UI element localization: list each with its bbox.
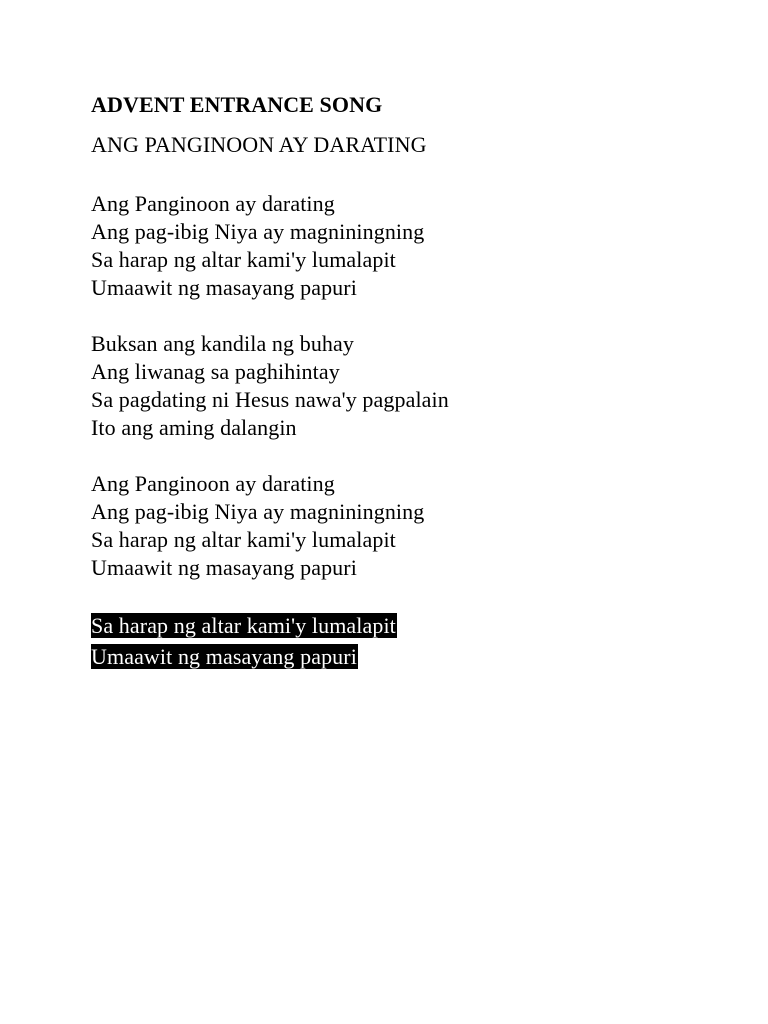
- lyric-line: Ang pag-ibig Niya ay magniningning: [91, 499, 425, 524]
- song-heading: ADVENT ENTRANCE SONG: [91, 92, 383, 117]
- lyric-line: Ang Panginoon ay darating: [91, 191, 335, 216]
- lyric-line: Ito ang aming dalangin: [91, 415, 297, 440]
- lyric-line: Sa pagdating ni Hesus nawa'y pagpalain: [91, 387, 449, 412]
- stanza-2: [91, 330, 731, 442]
- lyric-line: Ang Panginoon ay darating: [91, 471, 335, 496]
- lyric-line: Sa harap ng altar kami'y lumalapit: [91, 247, 396, 272]
- highlight-text[interactable]: Sa harap ng altar kami'y lumalapit: [91, 613, 396, 638]
- highlighted-lyric-line: [91, 610, 731, 641]
- stanza-3: [91, 470, 731, 582]
- lyric-line: Ang pag-ibig Niya ay magniningning: [91, 219, 425, 244]
- stanza-4-highlighted: [91, 610, 731, 672]
- lyric-line: Buksan ang kandila ng buhay: [91, 331, 354, 356]
- lyric-line: Umaawit ng masayang papuri: [91, 555, 357, 580]
- lyric-line: Umaawit ng masayang papuri: [91, 275, 357, 300]
- stanza-1: [91, 190, 731, 302]
- highlighted-lyric-line: [91, 641, 731, 672]
- song-title: ANG PANGINOON AY DARATING: [91, 132, 427, 157]
- lyric-line: Ang liwanag sa paghihintay: [91, 359, 340, 384]
- document-page: [91, 88, 731, 672]
- lyric-line: Sa harap ng altar kami'y lumalapit: [91, 527, 396, 552]
- highlight-text[interactable]: Umaawit ng masayang papuri: [91, 644, 357, 669]
